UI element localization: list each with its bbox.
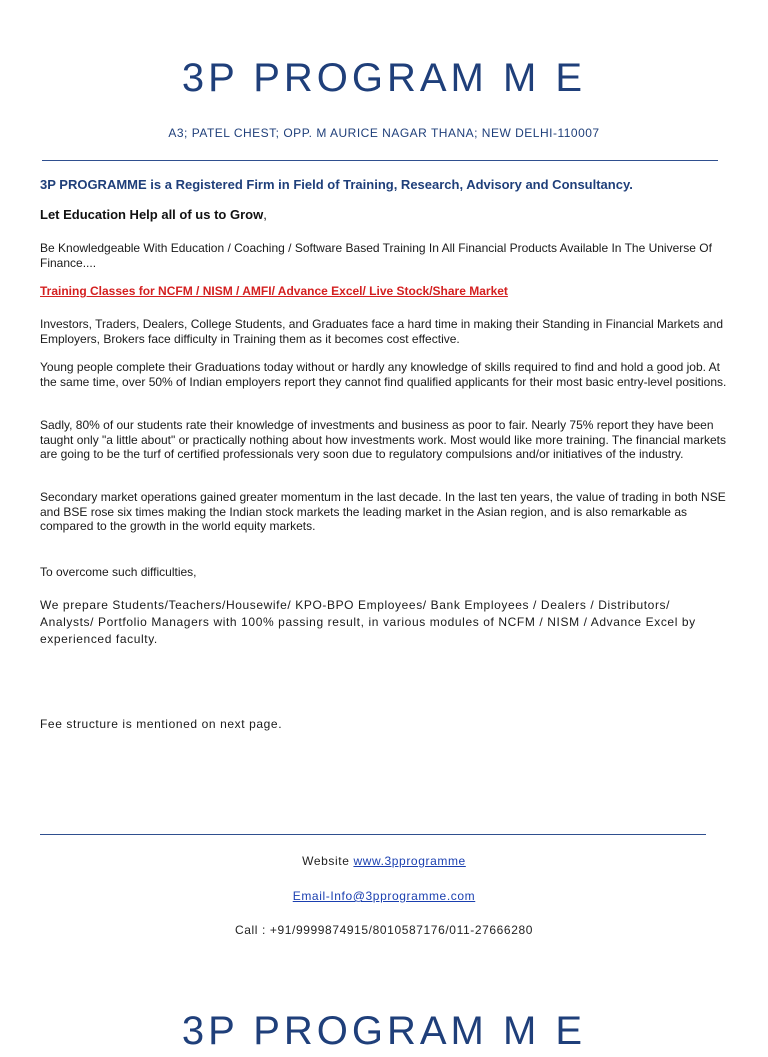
paragraph-young-people: Young people complete their Graduations today without or hardly any knowledge of skills required to find and hold a good job. At the same time, over 50% of Indian employers report they cannot find qualified applicants for their most basic entry-level positions. xyxy=(40,360,727,389)
subheading-comma: , xyxy=(263,207,267,222)
header-divider xyxy=(42,160,718,161)
call-line: Call : +91/9999874915/8010587176/011-27666280 xyxy=(234,923,534,937)
footer-divider xyxy=(40,834,706,835)
training-classes-link[interactable]: Training Classes for NCFM / NISM / AMFI/ Advance Excel/ Live Stock/Share Market xyxy=(40,284,508,298)
paragraph-sadly: Sadly, 80% of our students rate their knowledge of investments and business as poor to fair. Nearly 75% report they have been taught only "a little about" or practically nothing about how investments work. Most would like more training. The financial markets are going to be the turf of certified professionals very soon due to regulatory compulsions and/or initiatives of the industry. xyxy=(40,418,726,461)
overcome-text: To overcome such difficulties, xyxy=(40,565,197,579)
email-link[interactable]: Email-Info@3pprogramme.com xyxy=(292,889,476,903)
address-line: A3; PATEL CHEST; OPP. M AURICE NAGAR THANA; NEW DELHI-110007 xyxy=(168,126,600,140)
website-link[interactable]: www.3pprogramme xyxy=(353,854,466,868)
headline: 3P PROGRAMME is a Registered Firm in Field of Training, Research, Advisory and Consultancy. xyxy=(40,177,633,192)
next-page-title: 3P PROGRAM M E xyxy=(181,1009,587,1053)
fee-note: Fee structure is mentioned on next page. xyxy=(40,717,283,731)
email-line xyxy=(0,888,768,904)
prepare-paragraph: We prepare Students/Teachers/Housewife/ KPO-BPO Employees/ Bank Employees / Dealers / Distributors/ Analysts/ Portfolio Managers with 100% passing result, in various modules of NCFM / NISM / Advance Excel by experienced faculty. xyxy=(40,598,696,646)
subheading xyxy=(40,208,730,223)
intro-paragraph: Be Knowledgeable With Education / Coaching / Software Based Training In All Financial Products Available In The Universe Of Finance.... xyxy=(40,241,712,270)
website-label: Website xyxy=(302,854,354,868)
paragraph-secondary-market: Secondary market operations gained greater momentum in the last decade. In the last ten years, the value of trading in both NSE and BSE rose six times making the Indian stock markets the leading market in the Asian region, and is also remarkable as compared to the growth in the world equity markets. xyxy=(40,490,726,533)
website-line xyxy=(0,853,768,869)
subheading-text: Let Education Help all of us to Grow xyxy=(40,207,264,222)
paragraph-investors: Investors, Traders, Dealers, College Students, and Graduates face a hard time in making their Standing in Financial Markets and Employers, Brokers face difficulty in Training them as it becomes cost effective. xyxy=(40,317,724,346)
page-title: 3P PROGRAM M E xyxy=(181,56,587,100)
